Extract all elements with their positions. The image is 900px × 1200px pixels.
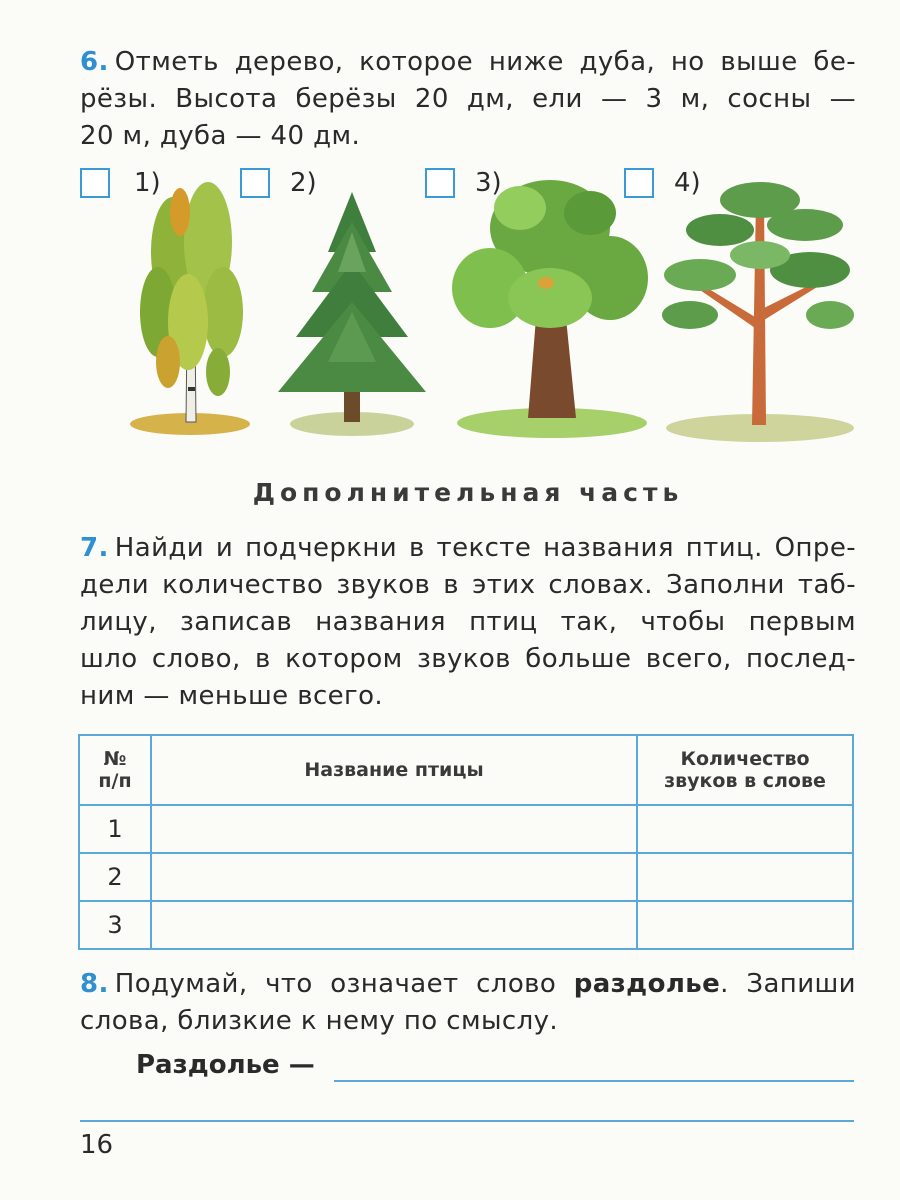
task-7-line-1: 7. Найди и подчеркни в тексте названия птиц. Опре- xyxy=(80,533,856,563)
answer-line-1[interactable] xyxy=(334,1080,854,1082)
option-1-label: 1) xyxy=(134,168,161,198)
bird-name-cell[interactable] xyxy=(151,805,637,853)
task-6-number: 6. xyxy=(80,47,109,77)
option-2-label: 2) xyxy=(290,168,317,198)
section-title: Дополнительная часть xyxy=(252,478,684,507)
row-number: 2 xyxy=(79,853,151,901)
header-number: № п/п xyxy=(79,735,151,805)
row-number: 3 xyxy=(79,901,151,949)
row-number: 1 xyxy=(79,805,151,853)
task-7 xyxy=(80,530,856,715)
task-8 xyxy=(80,966,856,1040)
table-header-row xyxy=(79,735,853,805)
sound-count-cell[interactable] xyxy=(637,805,853,853)
sound-count-cell[interactable] xyxy=(637,901,853,949)
table-row xyxy=(79,805,853,853)
sound-count-cell[interactable] xyxy=(637,853,853,901)
task-6-line-1: 6. Отметь дерево, которое ниже дуба, но выше бе- xyxy=(80,47,856,77)
task-7-line-3: лицу, записав названия птиц так, чтобы первым xyxy=(80,607,856,637)
task-8-line-2: слова, близкие к нему по смыслу. xyxy=(80,1006,559,1036)
keyword: раздолье xyxy=(573,969,721,999)
task-6-line-3: 20 м, дуба — 40 дм. xyxy=(80,121,361,151)
task-7-number: 7. xyxy=(80,533,109,563)
answer-line-2[interactable] xyxy=(80,1120,854,1122)
page-number: 16 xyxy=(80,1130,114,1160)
oak-tree-image xyxy=(450,168,650,438)
answer-label: Раздолье — xyxy=(136,1050,315,1080)
birds-table xyxy=(78,734,854,950)
bird-name-cell[interactable] xyxy=(151,853,637,901)
task-7-line-2: дели количество звуков в этих словах. Заполни таб- xyxy=(80,570,856,600)
task-6-line-2: рёзы. Высота берёзы 20 дм, ели — 3 м, сосны — xyxy=(80,84,856,114)
birch-tree-image xyxy=(128,172,258,437)
task-7-line-4: шло слово, в котором звуков больше всего, послед- xyxy=(80,644,856,674)
option-1-checkbox[interactable] xyxy=(80,168,110,198)
pine-tree-image xyxy=(660,170,856,442)
header-sound-count: Количество звуков в слове xyxy=(637,735,853,805)
option-4-label: 4) xyxy=(674,168,701,198)
table-row xyxy=(79,901,853,949)
header-bird-name: Название птицы xyxy=(151,735,637,805)
spruce-tree-image xyxy=(268,192,436,437)
task-7-line-5: ним — меньше всего. xyxy=(80,681,384,711)
table-row xyxy=(79,853,853,901)
bird-name-cell[interactable] xyxy=(151,901,637,949)
task-8-number: 8. xyxy=(80,969,109,999)
task-6 xyxy=(80,44,856,155)
option-3-label: 3) xyxy=(475,168,502,198)
task-8-line-1: 8. Подумай, что означает слово раздолье. Запиши xyxy=(80,969,856,999)
